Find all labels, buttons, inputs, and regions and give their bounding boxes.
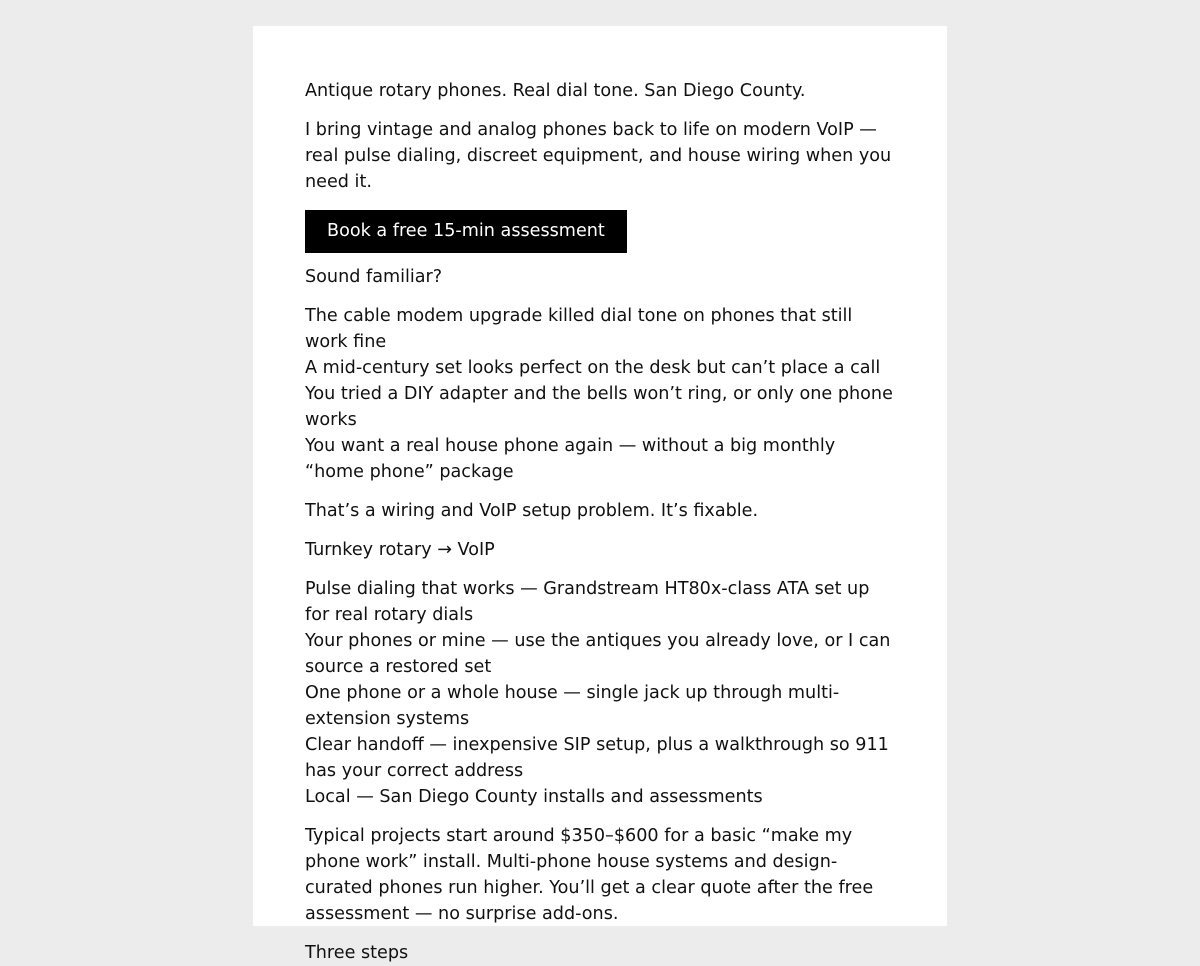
book-assessment-button[interactable]: Book a free 15-min assessment [305,210,627,253]
list-item: Clear handoff — inexpensive SIP setup, plus a walkthrough so 911 has your correct address [305,735,889,781]
list-item: You want a real house phone again — without a big monthly “home phone” package [305,436,836,482]
list-item: A mid-century set looks perfect on the desk but can’t place a call [305,358,881,378]
list-item: One phone or a whole house — single jack up through multi-extension systems [305,683,840,729]
list-item: Your phones or mine — use the antiques you already love, or I can source a restored set [305,631,891,677]
hero-intro: I bring vintage and analog phones back to life on modern VoIP — real pulse dialing, discreet equipment, and house wiring when you need it. [305,120,892,192]
problems-heading: Sound familiar? [305,267,443,287]
service-heading: Turnkey rotary → VoIP [305,540,495,560]
list-item: The cable modem upgrade killed dial tone on phones that still work fine [305,306,853,352]
problems-list [305,303,895,485]
list-item: Local — San Diego County installs and assessments [305,787,763,807]
steps-heading: Three steps [305,943,409,963]
page-card [253,26,947,963]
problems-summary: That’s a wiring and VoIP setup problem. It’s fixable. [305,501,759,521]
list-item: Pulse dialing that works — Grandstream HT80x-class ATA set up for real rotary dials [305,579,870,625]
list-item: You tried a DIY adapter and the bells won’t ring, or only one phone works [305,384,893,430]
service-list [305,576,895,810]
pricing-text: Typical projects start around $350–$600 for a basic “make my phone work” install. Multi-phone house systems and design-curated phones run higher. You’ll get a clear quote after the free assessment — no surprise add-ons. [305,826,874,924]
hero-tagline: Antique rotary phones. Real dial tone. San Diego County. [305,81,806,101]
